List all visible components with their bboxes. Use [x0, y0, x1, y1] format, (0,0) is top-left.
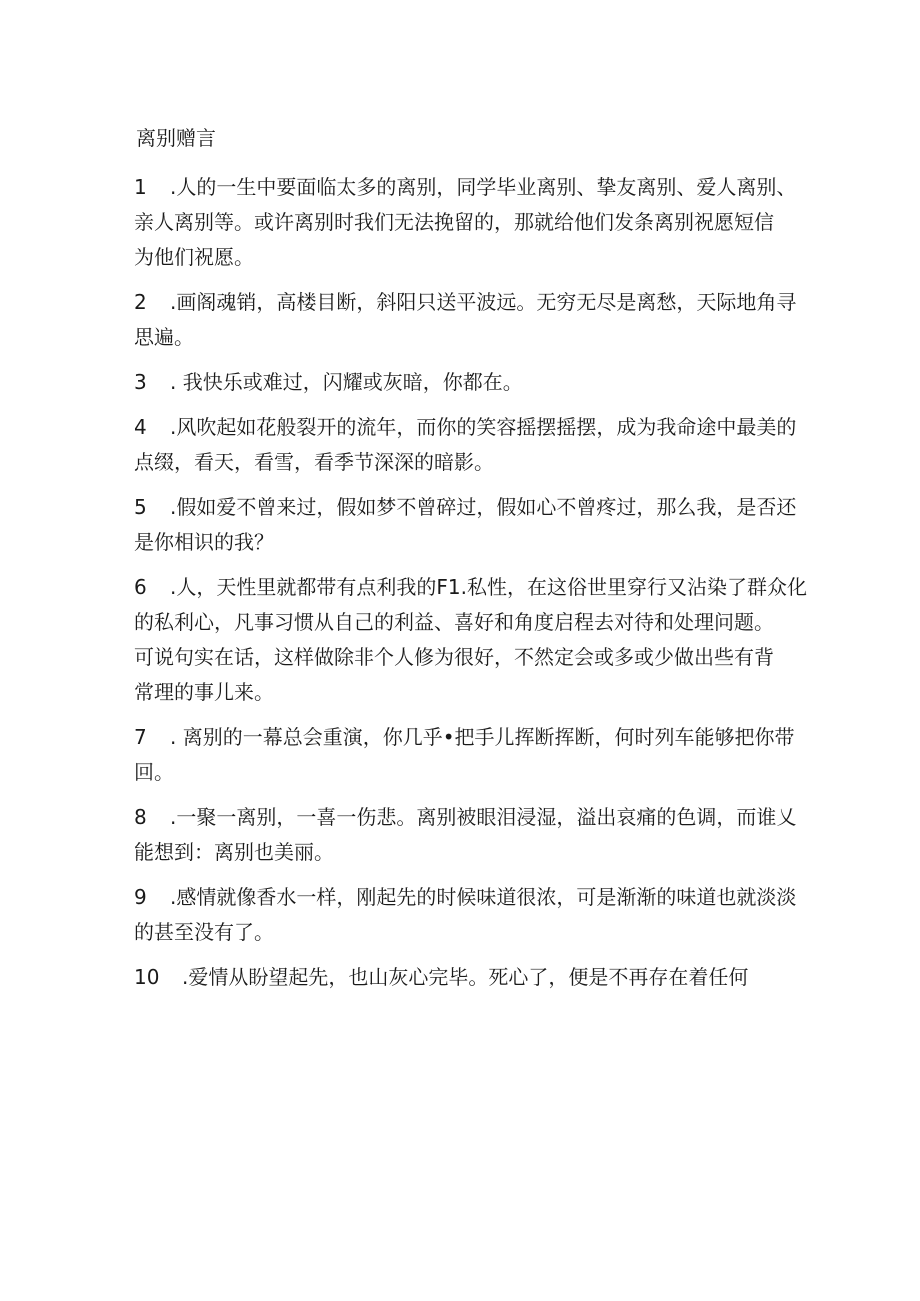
item-text-line: .画阁魂销，高楼目断，斜阳只送平波远。无穷无尽是离愁，天际地角寻	[170, 290, 797, 314]
item-text	[170, 365, 794, 400]
item-text-line: .感情就像香水一样，刚起先的时候味道很浓，可是渐渐的味道也就淡淡	[170, 885, 797, 909]
item-text	[134, 285, 797, 355]
list-item	[134, 365, 794, 400]
item-text-line: 常理的事儿来。	[134, 680, 274, 704]
item-text	[134, 490, 797, 560]
item-number: 10	[134, 965, 160, 989]
list-item	[134, 720, 794, 790]
item-text-line: .假如爱不曾来过，假如梦不曾碎过，假如心不曾疼过，那么我，是否还	[170, 495, 797, 519]
item-text-line: .人的一生中要面临太多的离别，同学毕业离别、挚友离别、爱人离别、	[170, 175, 797, 199]
list-item	[134, 170, 797, 275]
item-text-line: .人，天性里就都带有点利我的F1.私性，在这俗世里穿行又沾染了群众化	[170, 575, 807, 599]
item-text-line: 的甚至没有了。	[134, 920, 274, 944]
item-text-line: . 我快乐或难过，闪耀或灰暗，你都在。	[170, 370, 523, 394]
item-text-line: .一聚一离别，一喜一伤悲。离别被眼泪浸湿，溢出哀痛的色调，而谁乂	[170, 805, 797, 829]
item-number: 4	[134, 415, 147, 439]
list-item	[134, 285, 797, 355]
item-number: 7	[134, 725, 147, 749]
item-text-line: .风吹起如花般裂开的流年，而你的笑容摇摆摇摆，成为我命途中最美的	[170, 415, 797, 439]
item-text	[134, 720, 795, 790]
item-text-line: 的私利心，凡事习惯从自己的利益、喜好和角度启程去对待和处理问题。	[134, 610, 774, 634]
item-number: 1	[134, 175, 147, 199]
item-number: 5	[134, 495, 147, 519]
item-text	[134, 570, 807, 710]
list-item	[134, 960, 794, 995]
farewell-list	[134, 170, 807, 1005]
item-text	[134, 170, 797, 275]
item-number: 8	[134, 805, 147, 829]
list-item	[134, 880, 797, 950]
list-item	[134, 490, 797, 560]
item-text-line: 思遍。	[134, 325, 194, 349]
item-text-line: 能想到：离别也美丽。	[134, 840, 334, 864]
item-text-line: 点缀，看天，看雪，看季节深深的暗影。	[134, 450, 494, 474]
item-number: 3	[134, 370, 147, 394]
item-text-line: . 离别的一幕总会重演，你几乎•把手儿挥断挥断，何时列车能够把你带	[170, 725, 795, 749]
list-item	[134, 410, 797, 480]
item-text-line: 可说句实在话，这样做除非个人修为很好，不然定会或多或少做出些有背	[134, 645, 774, 669]
item-text	[134, 800, 797, 870]
item-number: 9	[134, 885, 147, 909]
item-text-line: 为他们祝愿。	[134, 245, 254, 269]
item-text	[134, 880, 797, 950]
item-text-line: 回。	[134, 760, 174, 784]
item-text	[182, 960, 794, 995]
list-item	[134, 800, 797, 870]
item-text-line: 亲人离别等。或许离别时我们无法挽留的，那就给他们发条离别祝愿短信	[134, 210, 774, 234]
item-number: 6	[134, 575, 147, 599]
item-text-line: 是你相识的我？	[134, 530, 274, 554]
item-number: 2	[134, 290, 147, 314]
item-text-line: .爱情从盼望起先，也山灰心完毕。死心了，便是不再存在着任何	[182, 965, 749, 989]
item-text	[134, 410, 797, 480]
document-title: 离别赠言	[136, 126, 216, 150]
list-item	[134, 570, 807, 710]
